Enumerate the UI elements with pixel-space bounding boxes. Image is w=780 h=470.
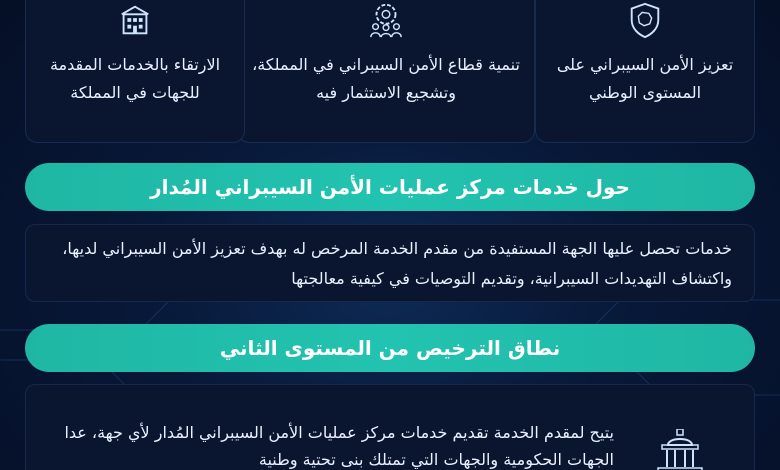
- feature-card-sector-development: [237, 0, 535, 143]
- feature-card-national-security: [535, 0, 755, 143]
- feature-card-text: تنمية قطاع الأمن السيبراني في المملكة، وتشجيع الاستثمار فيه: [252, 55, 520, 102]
- section-header-license-scope: [25, 324, 755, 372]
- section-body-text: خدمات تحصل عليها الجهة المستفيدة من مقدم الخدمة المرخص له بهدف تعزيز الأمن السيبراني لديها، واكتشاف التهديدات السيبرانية، وتقديم التوصيات في كيفية معالجتها: [62, 239, 732, 288]
- section-title: نطاق الترخيص من المستوى الثاني: [219, 336, 561, 360]
- building-icon: [116, 1, 154, 39]
- people-gear-icon: [367, 1, 405, 39]
- feature-card-text: تعزيز الأمن السيبراني على المستوى الوطني: [556, 55, 734, 102]
- section-title: حول خدمات مركز عمليات الأمن السيبراني المُدار: [150, 175, 630, 199]
- section-body-license-scope: [25, 384, 755, 470]
- section-body-about: [25, 224, 755, 302]
- government-building-icon: [654, 429, 706, 470]
- feature-cards: [0, 0, 780, 150]
- section-header-about: [25, 163, 755, 211]
- section-body-text: يتيح لمقدم الخدمة تقديم خدمات مركز عمليات الأمن السيبراني المُدار لأي جهة، عدا الجهات الحكومية والجهات التي تمتلك بنى تحتية وطنية: [64, 423, 614, 469]
- saudi-map-shield-icon: [626, 1, 664, 39]
- feature-card-services: [25, 0, 245, 143]
- feature-card-text: الارتقاء بالخدمات المقدمة للجهات في المملكة: [49, 55, 221, 102]
